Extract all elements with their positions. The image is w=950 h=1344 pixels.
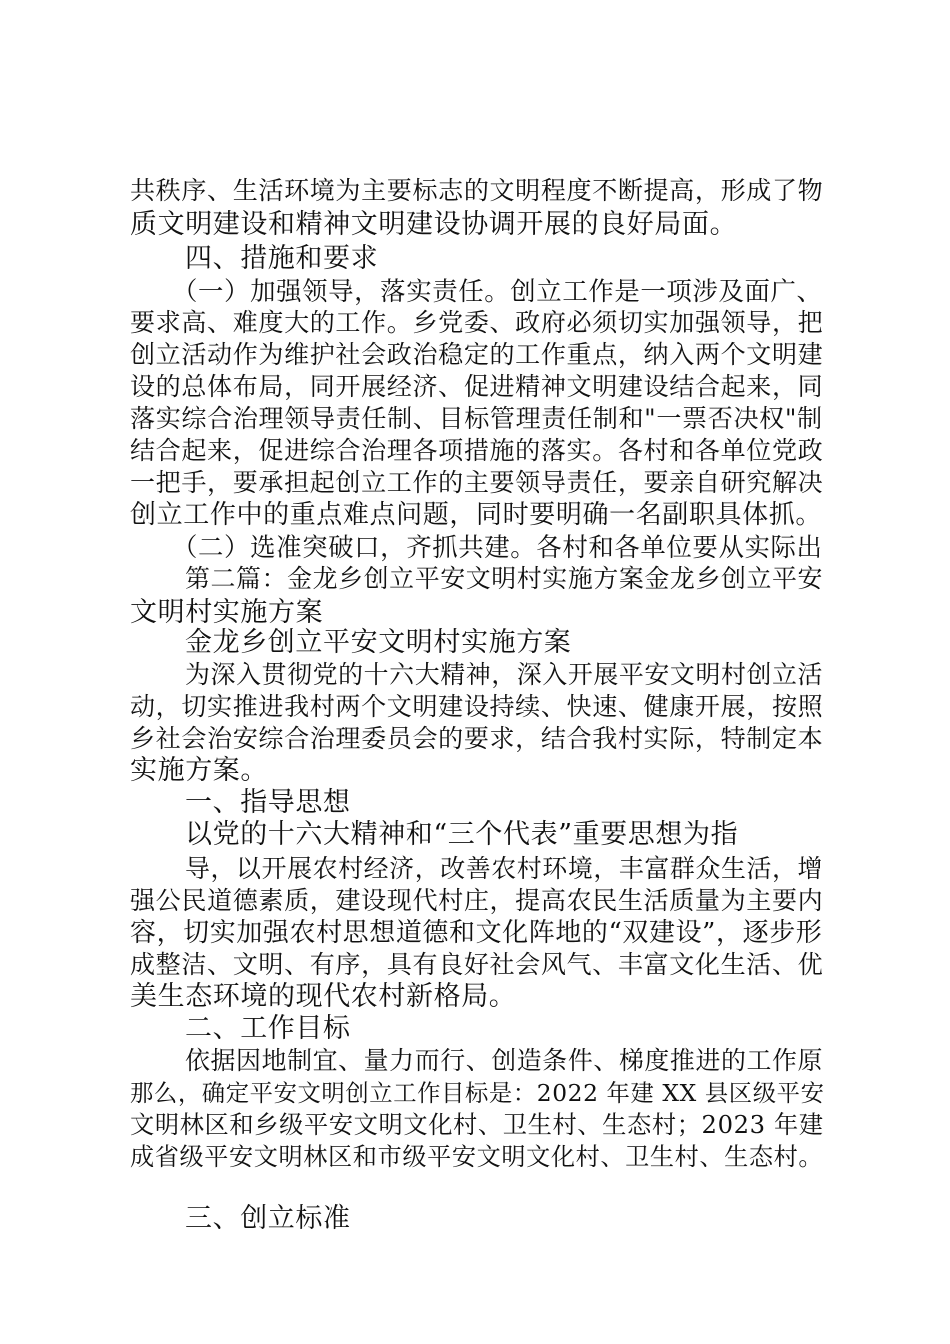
text-line: 共秩序、生活环境为主要标志的文明程度不断提高，形成了物 xyxy=(130,176,824,205)
text-line: 设的总体布局，同开展经济、促进精神文明建设结合起来，同 xyxy=(130,372,824,401)
chapter-title: 文明村实施方案 xyxy=(130,597,324,628)
text-line: 实施方案。 xyxy=(130,755,268,786)
text-line: 乡社会治安综合治理委员会的要求，结合我村实际，特制定本 xyxy=(130,724,824,753)
text-line: 依据因地制宜、量力而行、创造条件、梯度推进的工作原 xyxy=(185,1046,824,1075)
text-line: 为深入贯彻党的十六大精神，深入开展平安文明村创立活 xyxy=(185,660,824,689)
text-line: （二）选准突破口，齐抓共建。各村和各单位要从实际出 xyxy=(172,532,823,562)
text-line: 文明林区和乡级平安文明文化村、卫生村、生态村；2023 年建 xyxy=(130,1110,824,1139)
text-line: 结合起来，促进综合治理各项措施的落实。各村和各单位党政 xyxy=(130,436,824,465)
text-line: 美生态环境的现代农村新格局。 xyxy=(130,981,517,1012)
text-line: 要求高、难度大的工作。乡党委、政府必须切实加强领导，把 xyxy=(130,308,824,337)
text-line: 动，切实推进我村两个文明建设持续、快速、健康开展，按照 xyxy=(130,692,824,721)
chapter-title: 第二篇：金龙乡创立平安文明村实施方案金龙乡创立平安 xyxy=(185,564,824,593)
text-line: 一把手，要承担起创立工作的主要领导责任，要亲自研究解决 xyxy=(130,468,824,497)
text-line: 成整洁、文明、有序，具有良好社会风气、丰富文化生活、优 xyxy=(130,950,824,979)
section-heading: 四、措施和要求 xyxy=(185,243,379,274)
section-heading: 三、创立标准 xyxy=(185,1203,351,1234)
section-heading: 二、工作目标 xyxy=(185,1013,351,1044)
section-heading: 一、指导思想 xyxy=(185,787,351,818)
text-line: 落实综合治理领导责任制、目标管理责任制和"一票否决权"制 xyxy=(130,404,823,433)
text-line: 强公民道德素质，建设现代村庄，提高农民生活质量为主要内 xyxy=(130,886,824,915)
text-line: 那么，确定平安文明创立工作目标是：2022 年建 XX 县区级平安 xyxy=(130,1079,825,1107)
document-title: 金龙乡创立平安文明村实施方案 xyxy=(185,627,572,658)
text-line: 创立工作中的重点难点问题，同时要明确一名副职具体抓。 xyxy=(130,500,823,530)
text-line: （一）加强领导，落实责任。创立工作是一项涉及面广、 xyxy=(172,276,823,306)
text-line: 容，切实加强农村思想道德和文化阵地的“双建设”，逐步形 xyxy=(130,918,823,948)
text-line: 创立活动作为维护社会政治稳定的工作重点，纳入两个文明建 xyxy=(130,340,824,369)
text-line: 成省级平安文明林区和市级平安文明文化村、卫生村、生态村。 xyxy=(130,1143,824,1171)
text-line: 导，以开展农村经济，改善农村环境，丰富群众生活，增 xyxy=(185,854,824,883)
text-line: 质文明建设和精神文明建设协调开展的良好局面。 xyxy=(130,209,738,240)
text-line: 以党的十六大精神和“三个代表”重要思想为指 xyxy=(185,819,739,850)
